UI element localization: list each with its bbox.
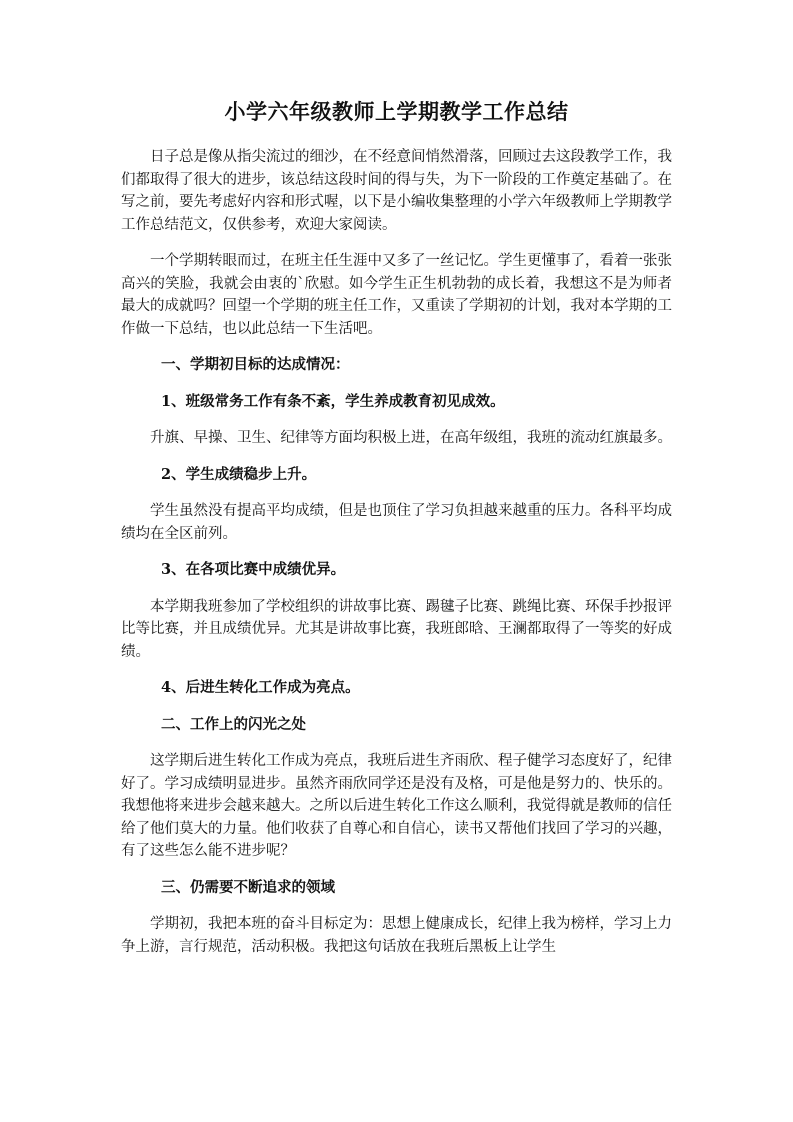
section-heading-highlights: 二、工作上的闪光之处 [161, 715, 306, 733]
document-title: 小学六年级教师上学期教学工作总结 [224, 99, 569, 124]
paragraph-improvement: 学期初，我把本班的奋斗目标定为：思想上健康成长，纪律上我为榜样，学习上力争上游，言行规范，活动积极。我把这句话放在我班后黑板上让学生 [121, 916, 672, 955]
opening-paragraph: 一个学期转眼而过，在班主任生涯中又多了一丝记忆。学生更懂事了，看着一张张高兴的笑脸，我就会由衷的`欣慰。如今学生正生机勃勃的成长着，我想这不是为师者最大的成就吗？回望一个学期的班主任工作，又重读了学期初的计划，我对本学期的工作做一下总结，也以此总结一下生活吧。 [121, 253, 672, 337]
intro-paragraph: 日子总是像从指尖流过的细沙，在不经意间悄然滑落，回顾过去这段教学工作，我们都取得了很大的进步，该总结这段时间的得与失，为下一阶段的工作奠定基础了。在写之前，要先考虑好内容和形式喔，以下是小编收集整理的小学六年级教师上学期教学工作总结范文，仅供参考，欢迎大家阅读。 [121, 149, 672, 233]
paragraph-competitions: 本学期我班参加了学校组织的讲故事比赛、踢毽子比赛、跳绳比赛、环保手抄报评比等比赛，并且成绩优异。尤其是讲故事比赛，我班郎晗、王澜都取得了一等奖的好成绩。 [121, 598, 672, 660]
section-heading-goals: 一、学期初目标的达成情况： [161, 356, 350, 373]
subheading-struggling-students: 4、后进生转化工作成为亮点。 [161, 679, 360, 696]
document-body [121, 146, 672, 972]
subheading-grades: 2、学生成绩稳步上升。 [161, 465, 317, 483]
section-heading-improvement: 三、仍需要不断追求的领域 [161, 878, 335, 896]
subheading-class-work: 1、班级常务工作有条不紊，学生养成教育初见成效。 [161, 392, 505, 410]
subheading-competitions: 3、在各项比赛中成绩优异。 [161, 561, 346, 578]
paragraph-class-work: 升旗、早操、卫生、纪律等方面均积极上进，在高年级组，我班的流动红旗最多。 [150, 430, 672, 446]
paragraph-highlights: 这学期后进生转化工作成为亮点，我班后进生齐雨欣、程子健学习态度好了，纪律好了。学习成绩明显进步。虽然齐雨欣同学还是没有及格，可是他是努力的、快乐的。我想他将来进步会越来越大。之所以后进生转化工作这么顺利，我觉得就是教师的信任给了他们莫大的力量。他们收获了自尊心和自信心，读书又帮他们找回了学习的兴趣，有了这些怎么能不进步呢？ [121, 753, 672, 859]
paragraph-grades: 学生虽然没有提高平均成绩，但是也顶住了学习负担越来越重的压力。各科平均成绩均在全区前列。 [121, 503, 672, 542]
